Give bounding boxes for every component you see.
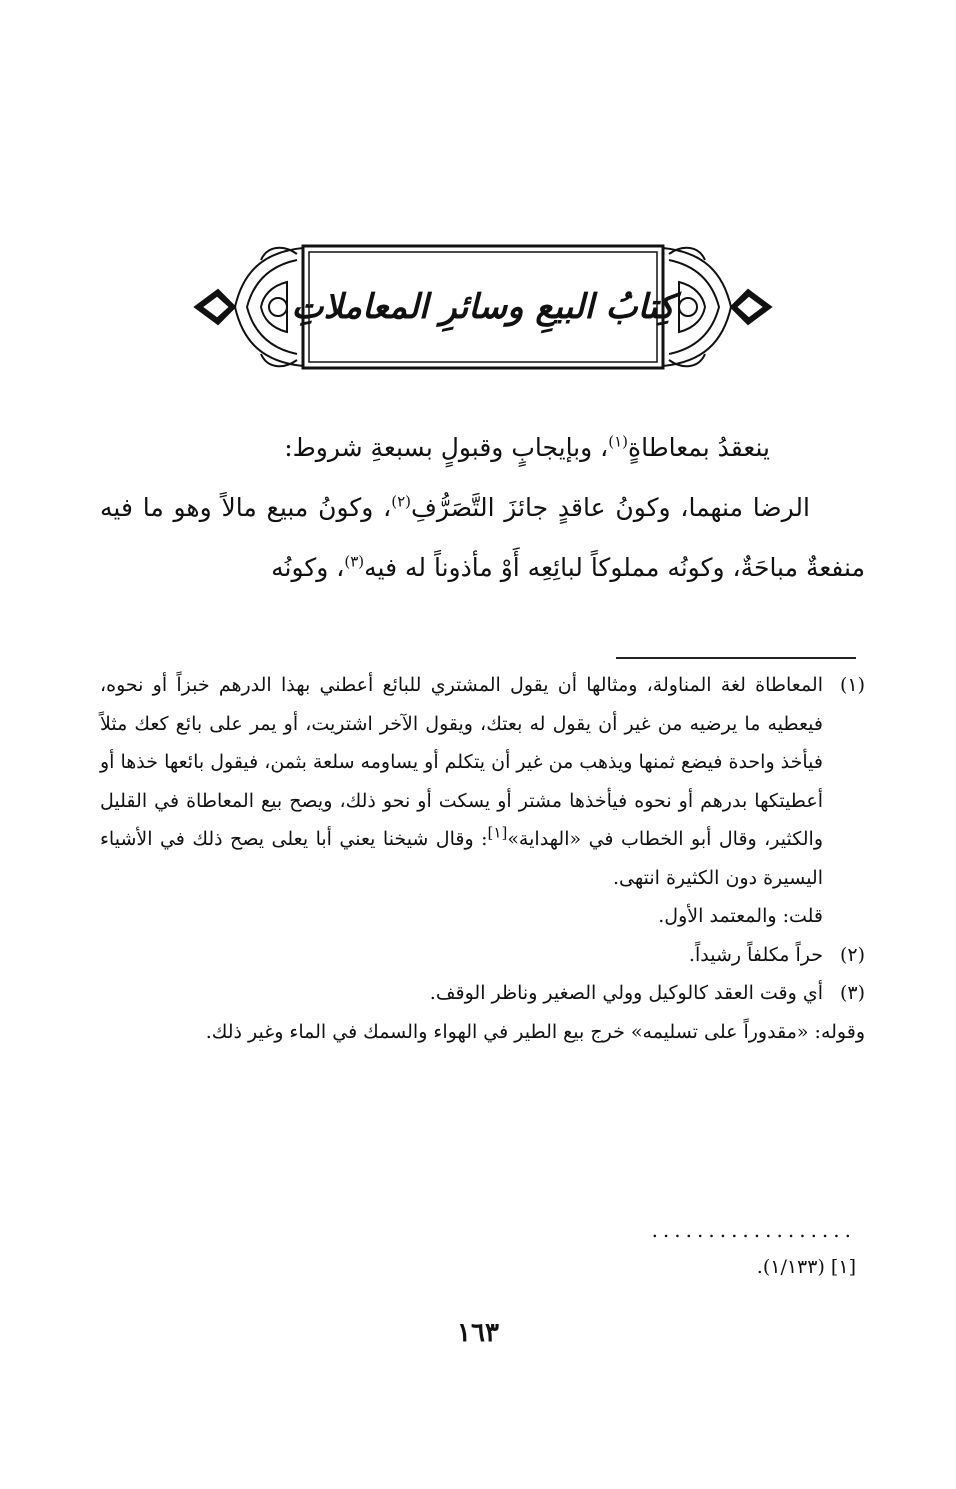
chapter-title: كِتابُ البيعِ وسائرِ المعاملاتِ — [291, 287, 675, 327]
footnote-2-text: حراً مكلفاً رشيداً. — [688, 943, 823, 966]
title-cartouche — [183, 242, 783, 372]
footnote-1-number: (١) — [839, 674, 865, 696]
main-line-1-rest: ، وبإيجابٍ وقبولٍ بسبعةِ شروط: — [284, 433, 609, 462]
main-para-a: الرضا منهما، وكونُ عاقدٍ جائزَ التَّصَرُّفِ — [411, 493, 810, 522]
footnote-continuation: وقوله: «مقدوراً على تسليمه» خرج بيع الطير في الهواء والسمك في الماء وغير ذلك. — [205, 1020, 865, 1043]
footnote-1 — [100, 666, 865, 936]
footnote-2-number: (٢) — [839, 943, 865, 966]
main-line-1 — [100, 418, 865, 478]
footnote-ref-2[interactable]: (٢) — [391, 492, 412, 511]
footnote-3-number: (٣) — [839, 982, 865, 1004]
reference-note: [١] (١/١٣٣). — [756, 1256, 856, 1278]
footnote-1-part-b: : وقال شيخنا يعني أبا يعلى يصح ذلك في الأشياء اليسيرة دون الكثيرة انتهى. — [100, 828, 823, 889]
main-text — [100, 418, 865, 598]
footnote-3-text: أي وقت العقد كالوكيل وولي الصغير وناظر الوقف. — [429, 982, 823, 1004]
footnote-2 — [100, 936, 865, 975]
main-para-b: ، وكونُ مبيع مالاً وهو ما فيه منفعةٌ مباحَةٌ، وكونُه مملوكاً لبائِعِه أَوْ مأذوناً له فيه — [100, 493, 865, 582]
footnote-1-part-a: المعاطاة لغة المناولة، ومثالها أن يقول المشتري للبائع أعطني بهذا الدرهم خبزاً أو نحوه، فيعطيه ما يرضيه من غير أن يقول له بعتك، ويقول الآخر اشتريت، أو يمر على بائع كعك مثلاً فيأخذ واحدة فيضع ثمنها ويذهب من غير أن يتكلم أو يساومه سلعة بثمن، فيقول بائعها خذها أو أعطيتكها بدرهم أو نحوه فيأخذها مشتر أو يسكت أو نحو ذلك، ويصح بيع المعاطاة في القليل والكثير، وقال أبو الخطاب في «الهداية» — [100, 674, 823, 850]
footnotes — [100, 666, 865, 1051]
page-number: ١٦٣ — [457, 1318, 499, 1348]
footnote-1-remark: قلت: والمعتمد الأول. — [658, 905, 823, 927]
reference-separator: .................. — [651, 1218, 856, 1242]
main-paragraph — [100, 478, 865, 598]
reference-marker-1[interactable]: [١] — [487, 823, 508, 842]
footnote-ref-1[interactable]: (١) — [608, 432, 629, 451]
main-line-1-start: ينعقدُ بمعاطاةٍ — [628, 433, 770, 462]
footnote-1-body — [100, 666, 823, 936]
footnote-3 — [100, 974, 865, 1013]
footnote-ref-3[interactable]: (٣) — [344, 552, 365, 571]
main-para-c: ، وكونُه — [271, 553, 345, 582]
footnote-separator — [616, 657, 856, 659]
footnote-1-text — [100, 666, 823, 897]
